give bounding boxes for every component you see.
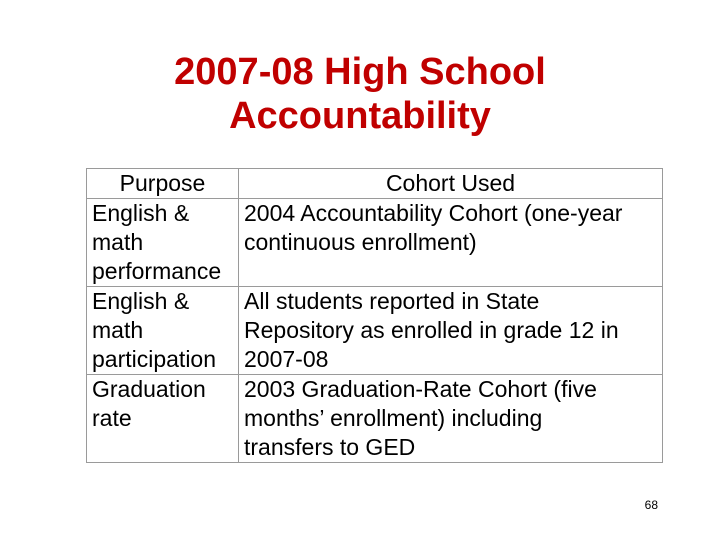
purpose-line: math [92, 317, 144, 343]
slide-title-line-1: 2007-08 High School [174, 51, 546, 93]
purpose-line: Graduation [92, 376, 206, 402]
purpose-line: math [92, 229, 144, 255]
table-row [87, 375, 663, 463]
table-row [87, 287, 663, 375]
cohort-table-container [86, 168, 662, 463]
cohort-line: transfers to GED [244, 434, 416, 460]
purpose-line: performance [92, 258, 222, 284]
purpose-line: rate [92, 405, 132, 431]
cohort-line: continuous enrollment) [244, 229, 477, 255]
cohort-cell [239, 199, 663, 287]
purpose-line: English & [92, 200, 190, 226]
slide-title-line-2: Accountability [229, 95, 491, 137]
cohort-cell [239, 375, 663, 463]
cohort-cell [239, 287, 663, 375]
cohort-line: 2003 Graduation-Rate Cohort (five [244, 376, 597, 402]
purpose-line: English & [92, 288, 190, 314]
header-cohort-used: Cohort Used [239, 169, 663, 199]
cohort-line: 2004 Accountability Cohort (one-year [244, 200, 623, 226]
cohort-line: months’ enrollment) including [244, 405, 543, 431]
cohort-table [86, 168, 663, 463]
cohort-line: Repository as enrolled in grade 12 in [244, 317, 619, 343]
page-number: 68 [644, 498, 658, 512]
cohort-line: All students reported in State [244, 288, 540, 314]
purpose-cell [87, 375, 239, 463]
purpose-line: participation [92, 346, 217, 372]
purpose-cell [87, 199, 239, 287]
header-purpose: Purpose [87, 169, 239, 199]
table-row [87, 199, 663, 287]
purpose-cell [87, 287, 239, 375]
table-header-row [87, 169, 663, 199]
slide-title [0, 50, 720, 138]
cohort-line: 2007-08 [244, 346, 329, 372]
